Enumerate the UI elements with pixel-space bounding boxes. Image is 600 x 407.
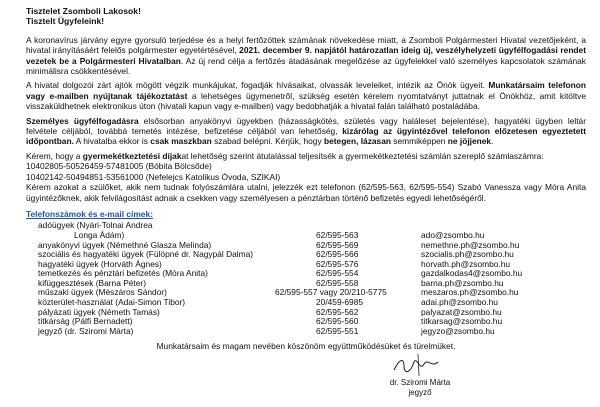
p3-text-j: . <box>491 136 494 147</box>
paragraph-intro <box>26 35 586 77</box>
contact-email[interactable]: gazdalkodas4@zsombo.hu <box>421 268 523 279</box>
contact-phone: 62/595-560 <box>316 316 359 327</box>
p2-text-c: a lehetséges ügymenetről, szükség esetén kérelem nyomtatványt juttatnak el Önökhöz, amit kitöltve visszaküldhetnek elektronikus úton (hivatali kapun vagy e-mailben) vagy bedobhatják a hivatal falán található postaládába. <box>26 90 586 112</box>
p4-text-bold: gyermekétkeztetési díjak <box>82 150 182 161</box>
contact-email[interactable]: horvath.ph@zsombo.hu <box>421 258 511 269</box>
signature-mark <box>390 352 450 378</box>
contact-email[interactable]: meszaros.ph@zsombo.hu <box>421 287 519 298</box>
p1-text-a: A koronavírus járvány egyre gyorsuló terjedése és a helyi fertőzöttek számának növekedése miatt, a Zsomboli Polgármesteri Hivatal vezetőjeként, a hivatal irányításáért felelős polgármester egyetértésével, <box>26 34 586 56</box>
p4-text-a: Kérem, hogy a <box>26 150 83 161</box>
contact-row <box>26 249 586 259</box>
contact-name: kifüggesztések (Barna Péter) <box>38 277 146 288</box>
contact-email[interactable]: ado@zsombo.hu <box>421 229 485 240</box>
paragraph-personal <box>26 116 586 147</box>
contact-phone: 62/595-566 <box>316 249 359 260</box>
contact-name: jegyző (dr. Sziromi Márta) <box>38 325 134 336</box>
account-number-2: 10402142-50494851-53561000 (Nefelejcs Katolikus Óvoda, SZIKAI) <box>26 171 281 182</box>
signature-name: dr. Sziromi Márta <box>389 378 451 387</box>
signature-title: jegyző <box>408 387 432 397</box>
contact-row <box>26 307 586 317</box>
contact-row <box>26 240 586 250</box>
contact-email[interactable]: adai.ph@zsombo.hu <box>421 297 498 308</box>
contact-phone: 62/595-576 <box>316 258 359 269</box>
contact-row <box>26 287 586 297</box>
contacts-list <box>26 220 586 335</box>
contact-phone: 62/595-569 <box>316 239 359 250</box>
p3-text-g: betegen, lázasan <box>323 136 391 147</box>
contact-name: közterület-használat (Adai-Simon Tibor) <box>38 297 186 308</box>
contact-name: pályázati ügyek (Németh Tamás) <box>38 306 160 317</box>
contact-name: Longa Ádám) <box>74 229 125 240</box>
contact-phone: 62/595-551 <box>316 325 359 336</box>
contact-email[interactable]: jegyzo@zsombo.hu <box>421 325 495 336</box>
contact-email[interactable]: barna.ph@zsombo.hu <box>421 277 504 288</box>
p1-text-c: . Az új rend célja a fertőzés átadásának megelőzése az ügyfelekkel való személyes kapcsolatok számának minimálisra csökkentésével. <box>26 55 586 77</box>
contact-name: adóügyek (Nyári-Tolnai Andrea <box>38 220 153 231</box>
contact-name: temetkezés és pénztári befizetés (Móra Anita) <box>38 268 208 279</box>
contact-row <box>26 297 586 307</box>
contact-row <box>26 220 586 230</box>
contact-phone: 62/595-557 vagy 20/210-5775 <box>275 287 387 298</box>
account-number-1: 10402805-50526459-57481005 (Bóbita Bölcsőde) <box>26 161 212 172</box>
contact-row <box>26 259 586 269</box>
p3-text-f: szabad belépni. Kérjük, hogy <box>211 136 324 147</box>
paragraph-fees <box>26 151 586 203</box>
p3-text-b: elsősorban anyakönyvi ügyekben (házasságkötés, születés vagy haláleset bejelentése), hagyatéki ügyben leltár felvétele céljából, továbbá temetés intézése, befizetése céljából van lehetőség, <box>26 115 586 137</box>
contact-phone: 62/595-562 <box>316 306 359 317</box>
contact-name: szociális és hagyatéki ügyek (Fülöpné dr. Nagypál Dalma) <box>38 249 254 260</box>
p4-text-e: Kérem azokat a szülőket, akik nem tudnak folyószámlára utalni, jelezzék ezt telefonon (62/595-563, 62/595-554) Szabó Vanessza vagy Móra Anita ügyintézőknek, akik felvilágosítást adnak a csekken vagy személyesen a pénztárban történő befizetés egyedi lehetőségéről. <box>26 182 586 203</box>
contacts-title: Telefonszámok és e-mail címek: <box>26 208 153 219</box>
contact-phone: 62/595-558 <box>316 277 359 288</box>
contact-row <box>26 268 586 278</box>
paragraph-office <box>26 80 586 111</box>
contact-name: hagyatéki ügyek (Horváth Ágnes) <box>38 258 162 269</box>
p3-text-c: kizárólag az ügyintézővel telefonon előzetesen egyeztetett időpontban. <box>26 126 586 147</box>
p3-text-h: semmiképpen <box>391 136 448 147</box>
p3-text-e: csak maszkban <box>150 136 212 147</box>
contact-email[interactable]: szocialis.ph@zsombo.hu <box>421 249 514 260</box>
contact-email[interactable]: nemethne.ph@zsombo.hu <box>421 239 520 250</box>
p2-text-a: A hivatal dolgozói zárt ajtók mögött végzik munkájukat, fogadják hívásaikat, olvassák leveleiket, intézik az Önök ügyeit. <box>26 80 489 91</box>
contact-email[interactable]: titkarsag@zsombo.hu <box>421 316 503 327</box>
contact-row <box>26 326 586 336</box>
p3-text-i: ne jöjjenek <box>447 136 492 147</box>
contact-name: műszaki ügyek (Mészáros Sándor) <box>38 287 167 298</box>
closing-text: Munkatársaim és magam nevében köszönöm együttműködésüket és türelmüket. <box>156 341 456 352</box>
p3-text-a: Személyes ügyfélfogadásra <box>26 115 139 126</box>
greeting-line-2: Tisztelt Ügyfeleink! <box>26 16 105 27</box>
p1-text-bold: 2021. december 9. napjától határozatlan ideig új, veszélyhelyzeti ügyfélfogadási rendet vezetek be a Polgármesteri Hivatalban <box>26 45 586 66</box>
contact-row <box>26 278 586 288</box>
contact-phone: 62/595-554 <box>316 268 359 279</box>
contact-phone: 62/595-563 <box>316 229 359 240</box>
p2-text-bold: Munkatársaim telefonon vagy e-mailben nyújtanak tájékoztatást <box>26 80 586 101</box>
greeting-line-1: Tisztelet Zsomboli Lakosok! <box>26 6 141 16</box>
p4-text-c: at lehetőség szerint átutalással teljesítsék a gyermekétkeztetési számlán szereplő számlaszámra: <box>181 150 544 161</box>
contact-row <box>26 230 586 240</box>
contact-email[interactable]: palyazat@zsombo.hu <box>421 306 502 317</box>
contact-phone: 20/459-6985 <box>316 297 364 308</box>
contact-name: anyakönyvi ügyek (Némethné Glasza Melinda) <box>38 239 212 250</box>
p3-text-d: A hivatalba ekkor is <box>73 136 151 147</box>
signature-block <box>380 378 460 397</box>
contact-row <box>26 316 586 326</box>
contact-name: titkárság (Pálfi Bernadett) <box>38 316 133 327</box>
